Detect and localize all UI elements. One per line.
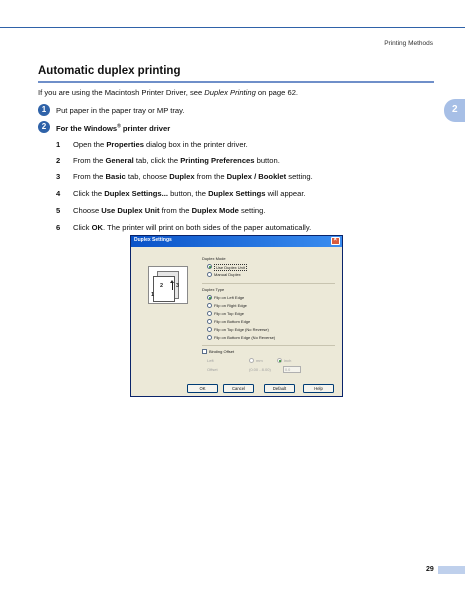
text-run: button. (254, 156, 280, 165)
radio-use-duplex-unit[interactable] (207, 264, 212, 269)
registered-mark: ® (117, 123, 121, 129)
substep-number: 1 (56, 140, 61, 149)
help-button[interactable]: Help (303, 384, 334, 393)
ui-term: OK (91, 223, 103, 232)
ui-term: Duplex Mode (191, 206, 239, 215)
substep-number: 5 (56, 206, 61, 215)
step-bullet-number: 1 (41, 105, 47, 114)
radio-flip-top-edge[interactable] (207, 311, 212, 316)
text-run: button, the (167, 189, 209, 198)
duplex-mode-label: Duplex Mode (202, 256, 226, 261)
type-option-label: Flip on Top Edge (No Reverse) (214, 327, 269, 332)
ui-term: Duplex / Booklet (226, 172, 287, 181)
group-divider (202, 283, 335, 284)
type-option-label: Flip on Right Edge (214, 303, 247, 308)
title-rule (38, 81, 434, 83)
substep-text (73, 189, 306, 198)
running-head: Printing Methods (384, 40, 433, 47)
text-run: Click the (73, 189, 105, 198)
step-2-text-after: printer driver (120, 123, 171, 133)
text-run: From the (73, 156, 106, 165)
text-run: . The printer will print on both sides of the paper automatically. (102, 223, 312, 232)
binding-offset-checkbox[interactable] (202, 349, 207, 354)
step-2-text (56, 123, 170, 133)
text-run: from the (194, 172, 227, 181)
unit-option-label: inch (284, 358, 292, 363)
substep-number: 4 (56, 189, 61, 198)
preview-page-number: 1 (151, 292, 155, 298)
intro-paragraph (38, 88, 298, 97)
type-option-label: Flip on Top Edge (214, 311, 244, 316)
substep-text (73, 206, 265, 215)
duplex-settings-dialog (130, 235, 343, 397)
radio-flip-bottom-edge[interactable] (207, 319, 212, 324)
substep-number: 3 (56, 172, 61, 181)
dialog-title-bar[interactable] (131, 236, 342, 247)
ok-button[interactable]: OK (187, 384, 218, 393)
ui-term: General (105, 156, 134, 165)
intro-text-before: If you are using the Macintosh Printer Driver, see (38, 88, 205, 97)
text-run: Click (73, 223, 92, 232)
type-option-label: Flip on Left Edge (214, 295, 245, 300)
type-option-label: Flip on Bottom Edge (No Reverse) (214, 335, 276, 340)
chapter-tab (444, 99, 465, 122)
ui-term: Duplex (169, 172, 195, 181)
cancel-button[interactable]: Cancel (223, 384, 254, 393)
ui-term: Use Duplex Unit (101, 206, 160, 215)
radio-flip-left-edge[interactable] (207, 295, 212, 300)
mode-option-label: Manual Duplex (214, 272, 241, 277)
text-run: setting. (238, 206, 266, 215)
binding-offset-label: Binding Offset (209, 349, 235, 354)
substep-number: 6 (56, 223, 61, 232)
mode-option-label: Use Duplex Unit (216, 265, 245, 270)
preview-page-number: 3 (176, 283, 180, 289)
substep-text (73, 223, 311, 232)
offset-label: Offset (207, 367, 218, 372)
step-bullet-2 (38, 121, 50, 133)
chapter-tab-number: 2 (452, 104, 458, 115)
substep-text (73, 156, 280, 165)
text-run: from the (159, 206, 192, 215)
text-run: From the (73, 172, 106, 181)
section-title: Automatic duplex printing (38, 65, 181, 77)
dialog-close-button[interactable] (331, 237, 340, 245)
ui-term: Printing Preferences (180, 156, 255, 165)
radio-unit-inch[interactable] (277, 358, 282, 363)
duplex-type-label: Duplex Type (202, 287, 225, 292)
ui-term: Duplex Settings... (104, 189, 168, 198)
radio-flip-right-edge[interactable] (207, 303, 212, 308)
page-tab-bar (438, 566, 465, 574)
close-icon: × (333, 237, 338, 243)
step-2-text-before: For the Windows (56, 123, 118, 133)
group-divider (202, 345, 335, 346)
step-1-text: Put paper in the paper tray or MP tray. (56, 106, 185, 115)
radio-flip-bottom-no-reverse[interactable] (207, 335, 212, 340)
step-bullet-1 (38, 104, 50, 116)
radio-manual-duplex[interactable] (207, 272, 212, 277)
intro-link[interactable]: Duplex Printing (204, 88, 256, 97)
default-button[interactable]: Default (264, 384, 295, 393)
text-run: Open the (73, 140, 107, 149)
ui-term: Basic (105, 172, 126, 181)
step-bullet-number: 2 (41, 122, 47, 131)
offset-range-label: (0.00 - 8.00) (249, 367, 271, 372)
text-run: will appear. (265, 189, 306, 198)
type-option-label: Flip on Bottom Edge (214, 319, 251, 324)
dialog-title: Duplex Settings (134, 237, 172, 243)
offset-side-label: Left (207, 358, 214, 363)
radio-flip-top-no-reverse[interactable] (207, 327, 212, 332)
flip-arrow-icon (172, 282, 173, 290)
ui-term: Duplex Settings (208, 189, 266, 198)
substep-number: 2 (56, 156, 61, 165)
text-run: dialog box in the printer driver. (143, 140, 248, 149)
ui-term: Properties (106, 140, 144, 149)
preview-page-number: 2 (160, 283, 164, 289)
intro-text-after: on page 62. (255, 88, 299, 97)
text-run: Choose (73, 206, 102, 215)
offset-value-field[interactable]: 0.0 (283, 366, 301, 373)
text-run: tab, choose (125, 172, 170, 181)
page-number: 29 (426, 566, 434, 573)
substep-text (73, 140, 248, 149)
text-run: tab, click the (133, 156, 181, 165)
duplex-preview-image (148, 266, 188, 304)
unit-option-label: mm (256, 358, 263, 363)
text-run: setting. (286, 172, 313, 181)
substep-text (73, 172, 313, 181)
radio-unit-mm[interactable] (249, 358, 254, 363)
top-rule (0, 27, 465, 28)
